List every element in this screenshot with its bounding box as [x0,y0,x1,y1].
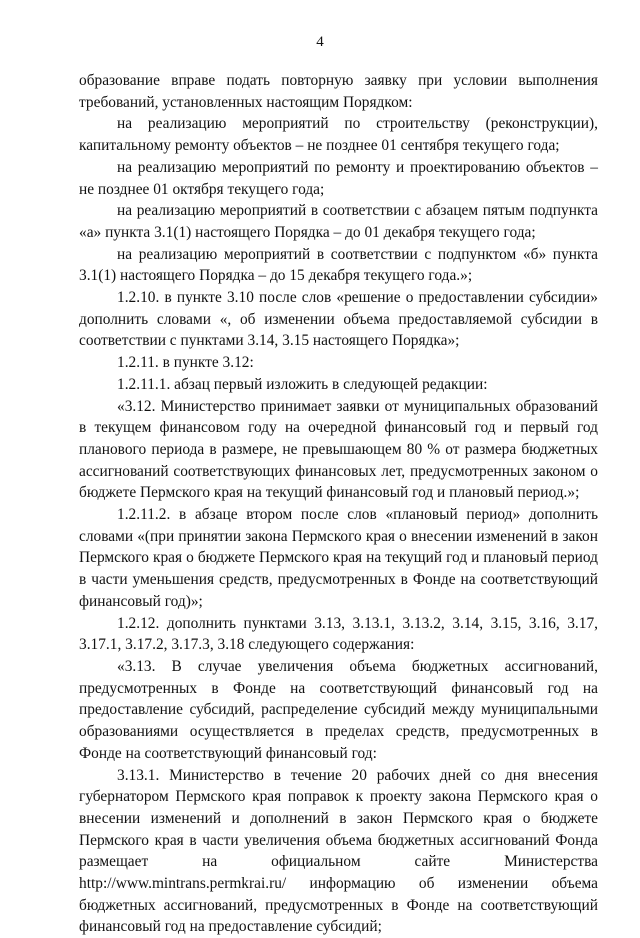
paragraph: 1.2.11.1. абзац первый изложить в следующей редакции: [79,374,598,396]
page-number: 4 [0,34,640,51]
paragraph: 1.2.11.2. в абзаце втором после слов «плановый период» дополнить словами «(при принятии закона Пермского края о внесении изменений в закон Пермского края о бюджете Пермского края на текущий год и плановый период в части уменьшения средств, предусмотренных в Фонде на соответствующий финансовый год)»; [79,504,598,613]
paragraph: на реализацию мероприятий по строительству (реконструкции), капитальному ремонту объектов – не позднее 01 сентября текущего года; [79,113,598,156]
paragraph: на реализацию мероприятий в соответствии с абзацем пятым подпункта «а» пункта 3.1(1) настоящего Порядка – до 01 декабря текущего года; [79,200,598,243]
document-body [79,70,598,938]
paragraph: на реализацию мероприятий по ремонту и проектированию объектов – не позднее 01 октября текущего года; [79,157,598,200]
paragraph: на реализацию мероприятий в соответствии с подпунктом «б» пункта 3.1(1) настоящего Порядка – до 15 декабря текущего года.»; [79,244,598,287]
paragraph: 3.13.1. Министерство в течение 20 рабочих дней со дня внесения губернатором Пермского края поправок к проекту закона Пермского края о внесении изменений и дополнений в закон Пермского края о бюджете Пермского края в части увеличения объема бюджетных ассигнований Фонда размещает на официальном сайте Министерства http://www.mintrans.permkrai.ru/ информацию об изменении объема бюджетных ассигнований, предусмотренных в Фонде на соответствующий финансовый год на предоставление субсидий; [79,765,598,938]
paragraph: «3.13. В случае увеличения объема бюджетных ассигнований, предусмотренных в Фонде на соответствующий финансовый год на предоставление субсидий, распределение субсидий между муниципальными образованиями осуществляется в пределах средств, предусмотренных в Фонде на соответствующий финансовый год: [79,656,598,765]
paragraph: образование вправе подать повторную заявку при условии выполнения требований, установленных настоящим Порядком: [79,70,598,113]
paragraph: 1.2.10. в пункте 3.10 после слов «решение о предоставлении субсидии» дополнить словами «, об изменении объема предоставляемой субсидии в соответствии с пунктами 3.14, 3.15 настоящего Порядка»; [79,287,598,352]
paragraph: 1.2.11. в пункте 3.12: [79,352,598,374]
paragraph: 1.2.12. дополнить пунктами 3.13, 3.13.1, 3.13.2, 3.14, 3.15, 3.16, 3.17, 3.17.1, 3.17.2, 3.17.3, 3.18 следующего содержания: [79,613,598,656]
paragraph: «3.12. Министерство принимает заявки от муниципальных образований в текущем финансовом году на очередной финансовый год и первый год планового периода в размере, не превышающем 80 % от размера бюджетных ассигнований соответствующих финансовых лет, предусмотренных законом о бюджете Пермского края на текущий финансовый год и плановый период.»; [79,396,598,505]
